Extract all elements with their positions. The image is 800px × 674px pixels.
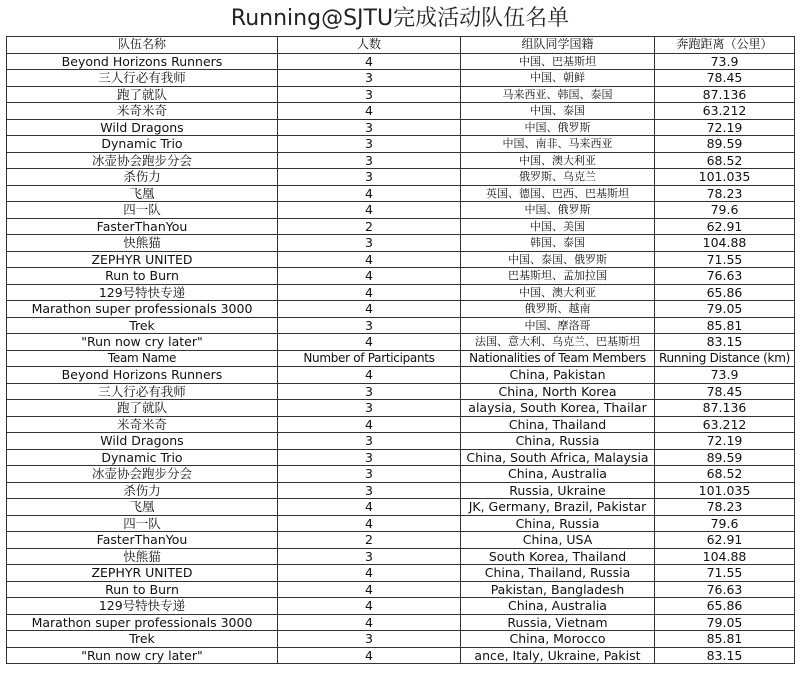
distance-cell: 63.212 bbox=[655, 103, 795, 120]
distance-cell: 101.035 bbox=[655, 169, 795, 186]
table-row bbox=[7, 515, 795, 532]
distance-cell: 68.52 bbox=[655, 466, 795, 483]
participants-cell: 4 bbox=[278, 268, 461, 285]
distance-cell: 78.23 bbox=[655, 499, 795, 516]
team-name-cell: ZEPHYR UNITED bbox=[7, 251, 278, 268]
participants-cell: 4 bbox=[278, 581, 461, 598]
distance-cell: 79.05 bbox=[655, 301, 795, 318]
column-header: Team Name bbox=[7, 350, 278, 367]
table-row bbox=[7, 152, 795, 169]
team-name-cell: 快熊猫 bbox=[7, 548, 278, 565]
participants-cell: 4 bbox=[278, 565, 461, 582]
table-row bbox=[7, 334, 795, 351]
english-header-row bbox=[7, 350, 795, 367]
distance-cell: 68.52 bbox=[655, 152, 795, 169]
participants-cell: 3 bbox=[278, 400, 461, 417]
distance-cell: 79.05 bbox=[655, 614, 795, 631]
participants-cell: 2 bbox=[278, 218, 461, 235]
participants-cell: 3 bbox=[278, 317, 461, 334]
table-row bbox=[7, 565, 795, 582]
team-name-cell: 四一队 bbox=[7, 202, 278, 219]
nationalities-cell: 中国、俄罗斯 bbox=[461, 119, 655, 136]
participants-cell: 4 bbox=[278, 103, 461, 120]
participants-cell: 3 bbox=[278, 449, 461, 466]
team-name-cell: Wild Dragons bbox=[7, 433, 278, 450]
table-row bbox=[7, 185, 795, 202]
participants-cell: 3 bbox=[278, 235, 461, 252]
distance-cell: 104.88 bbox=[655, 235, 795, 252]
distance-cell: 101.035 bbox=[655, 482, 795, 499]
distance-cell: 63.212 bbox=[655, 416, 795, 433]
nationalities-cell: China, South Africa, Malaysia bbox=[461, 449, 655, 466]
nationalities-cell: 英国、德国、巴西、巴基斯坦 bbox=[461, 185, 655, 202]
participants-cell: 3 bbox=[278, 383, 461, 400]
distance-cell: 72.19 bbox=[655, 433, 795, 450]
distance-cell: 71.55 bbox=[655, 251, 795, 268]
nationalities-cell: 中国、南非、马来西亚 bbox=[461, 136, 655, 153]
team-name-cell: "Run now cry later" bbox=[7, 334, 278, 351]
distance-cell: 85.81 bbox=[655, 317, 795, 334]
team-name-cell: 三人行必有我师 bbox=[7, 383, 278, 400]
participants-cell: 3 bbox=[278, 631, 461, 648]
participants-cell: 4 bbox=[278, 251, 461, 268]
participants-cell: 4 bbox=[278, 185, 461, 202]
document-title: Running@SJTU完成活动队伍名单 bbox=[230, 6, 570, 31]
nationalities-cell: China, USA bbox=[461, 532, 655, 549]
distance-cell: 83.15 bbox=[655, 647, 795, 664]
participants-cell: 3 bbox=[278, 152, 461, 169]
distance-cell: 65.86 bbox=[655, 598, 795, 615]
team-name-cell: FasterThanYou bbox=[7, 532, 278, 549]
participants-cell: 4 bbox=[278, 614, 461, 631]
distance-cell: 78.45 bbox=[655, 383, 795, 400]
participants-cell: 4 bbox=[278, 499, 461, 516]
nationalities-cell: 中国、澳大利亚 bbox=[461, 284, 655, 301]
nationalities-cell: China, Morocco bbox=[461, 631, 655, 648]
participants-cell: 3 bbox=[278, 86, 461, 103]
distance-cell: 72.19 bbox=[655, 119, 795, 136]
nationalities-cell: 中国、俄罗斯 bbox=[461, 202, 655, 219]
nationalities-cell: 俄罗斯、越南 bbox=[461, 301, 655, 318]
participants-cell: 3 bbox=[278, 433, 461, 450]
table-row bbox=[7, 631, 795, 648]
table-row bbox=[7, 268, 795, 285]
nationalities-cell: 中国、泰国、俄罗斯 bbox=[461, 251, 655, 268]
team-roster-table bbox=[6, 36, 795, 664]
column-header: Nationalities of Team Members bbox=[461, 350, 655, 367]
nationalities-cell: 中国、泰国 bbox=[461, 103, 655, 120]
team-name-cell: 杀伤力 bbox=[7, 482, 278, 499]
table-row bbox=[7, 416, 795, 433]
table-row bbox=[7, 317, 795, 334]
team-name-cell: Beyond Horizons Runners bbox=[7, 367, 278, 384]
distance-cell: 65.86 bbox=[655, 284, 795, 301]
table-row bbox=[7, 367, 795, 384]
team-name-cell: 三人行必有我师 bbox=[7, 70, 278, 87]
distance-cell: 78.23 bbox=[655, 185, 795, 202]
nationalities-cell: 俄罗斯、乌克兰 bbox=[461, 169, 655, 186]
distance-cell: 78.45 bbox=[655, 70, 795, 87]
table-row bbox=[7, 614, 795, 631]
table-row bbox=[7, 86, 795, 103]
distance-cell: 62.91 bbox=[655, 218, 795, 235]
nationalities-cell: China, Thailand bbox=[461, 416, 655, 433]
table-row bbox=[7, 119, 795, 136]
team-name-cell: 米奇米奇 bbox=[7, 416, 278, 433]
participants-cell: 4 bbox=[278, 53, 461, 70]
team-name-cell: "Run now cry later" bbox=[7, 647, 278, 664]
table-row bbox=[7, 449, 795, 466]
nationalities-cell: 中国、澳大利亚 bbox=[461, 152, 655, 169]
table-row bbox=[7, 70, 795, 87]
table-row bbox=[7, 581, 795, 598]
team-name-cell: 冰壶协会跑步分会 bbox=[7, 152, 278, 169]
participants-cell: 2 bbox=[278, 532, 461, 549]
team-name-cell: Run to Burn bbox=[7, 268, 278, 285]
column-header: Running Distance (km) bbox=[655, 350, 795, 367]
distance-cell: 89.59 bbox=[655, 449, 795, 466]
participants-cell: 4 bbox=[278, 647, 461, 664]
nationalities-cell: Russia, Vietnam bbox=[461, 614, 655, 631]
distance-cell: 89.59 bbox=[655, 136, 795, 153]
participants-cell: 4 bbox=[278, 416, 461, 433]
table-row bbox=[7, 433, 795, 450]
nationalities-cell: China, Russia bbox=[461, 433, 655, 450]
team-name-cell: Marathon super professionals 3000 bbox=[7, 301, 278, 318]
nationalities-cell: JK, Germany, Brazil, Pakistar bbox=[461, 499, 655, 516]
nationalities-cell: China, Australia bbox=[461, 466, 655, 483]
distance-cell: 85.81 bbox=[655, 631, 795, 648]
participants-cell: 3 bbox=[278, 548, 461, 565]
distance-cell: 87.136 bbox=[655, 86, 795, 103]
nationalities-cell: China, Pakistan bbox=[461, 367, 655, 384]
table-row bbox=[7, 301, 795, 318]
team-name-cell: Dynamic Trio bbox=[7, 449, 278, 466]
distance-cell: 71.55 bbox=[655, 565, 795, 582]
table-row bbox=[7, 251, 795, 268]
team-name-cell: Trek bbox=[7, 317, 278, 334]
participants-cell: 4 bbox=[278, 367, 461, 384]
table-row bbox=[7, 598, 795, 615]
team-name-cell: Beyond Horizons Runners bbox=[7, 53, 278, 70]
nationalities-cell: 中国、摩洛哥 bbox=[461, 317, 655, 334]
distance-cell: 62.91 bbox=[655, 532, 795, 549]
nationalities-cell: alaysia, South Korea, Thailar bbox=[461, 400, 655, 417]
distance-cell: 76.63 bbox=[655, 581, 795, 598]
nationalities-cell: 巴基斯坦、孟加拉国 bbox=[461, 268, 655, 285]
participants-cell: 3 bbox=[278, 169, 461, 186]
table-row bbox=[7, 400, 795, 417]
table-row bbox=[7, 284, 795, 301]
participants-cell: 4 bbox=[278, 598, 461, 615]
team-name-cell: ZEPHYR UNITED bbox=[7, 565, 278, 582]
table-row bbox=[7, 169, 795, 186]
column-header: Number of Participants bbox=[278, 350, 461, 367]
team-name-cell: Marathon super professionals 3000 bbox=[7, 614, 278, 631]
participants-cell: 3 bbox=[278, 466, 461, 483]
team-name-cell: 跑了就队 bbox=[7, 86, 278, 103]
distance-cell: 104.88 bbox=[655, 548, 795, 565]
distance-cell: 87.136 bbox=[655, 400, 795, 417]
participants-cell: 3 bbox=[278, 136, 461, 153]
table-row bbox=[7, 103, 795, 120]
team-name-cell: 杀伤力 bbox=[7, 169, 278, 186]
nationalities-cell: 中国、朝鲜 bbox=[461, 70, 655, 87]
column-header: 队伍名称 bbox=[7, 37, 278, 54]
column-header: 奔跑距离（公里） bbox=[655, 37, 795, 54]
table-row bbox=[7, 202, 795, 219]
team-name-cell: 冰壶协会跑步分会 bbox=[7, 466, 278, 483]
team-name-cell: 飞凰 bbox=[7, 185, 278, 202]
nationalities-cell: Russia, Ukraine bbox=[461, 482, 655, 499]
nationalities-cell: 马来西亚、韩国、泰国 bbox=[461, 86, 655, 103]
team-name-cell: 129号特快专递 bbox=[7, 598, 278, 615]
team-name-cell: FasterThanYou bbox=[7, 218, 278, 235]
nationalities-cell: Pakistan, Bangladesh bbox=[461, 581, 655, 598]
chinese-header-row bbox=[7, 37, 795, 54]
nationalities-cell: ance, Italy, Ukraine, Pakist bbox=[461, 647, 655, 664]
team-name-cell: Dynamic Trio bbox=[7, 136, 278, 153]
column-header: 组队同学国籍 bbox=[461, 37, 655, 54]
table-row bbox=[7, 466, 795, 483]
nationalities-cell: China, Russia bbox=[461, 515, 655, 532]
table-row bbox=[7, 482, 795, 499]
table-row bbox=[7, 53, 795, 70]
table-row bbox=[7, 383, 795, 400]
table-row bbox=[7, 136, 795, 153]
participants-cell: 4 bbox=[278, 515, 461, 532]
team-name-cell: Wild Dragons bbox=[7, 119, 278, 136]
nationalities-cell: 中国、巴基斯坦 bbox=[461, 53, 655, 70]
table-row bbox=[7, 235, 795, 252]
table-row bbox=[7, 548, 795, 565]
nationalities-cell: South Korea, Thailand bbox=[461, 548, 655, 565]
distance-cell: 79.6 bbox=[655, 202, 795, 219]
table-row bbox=[7, 499, 795, 516]
distance-cell: 73.9 bbox=[655, 367, 795, 384]
nationalities-cell: 韩国、泰国 bbox=[461, 235, 655, 252]
team-name-cell: 四一队 bbox=[7, 515, 278, 532]
roster-body bbox=[7, 37, 795, 664]
distance-cell: 73.9 bbox=[655, 53, 795, 70]
nationalities-cell: 法国、意大利、乌克兰、巴基斯坦 bbox=[461, 334, 655, 351]
team-name-cell: 129号特快专递 bbox=[7, 284, 278, 301]
table-row bbox=[7, 532, 795, 549]
distance-cell: 79.6 bbox=[655, 515, 795, 532]
participants-cell: 3 bbox=[278, 119, 461, 136]
team-name-cell: Trek bbox=[7, 631, 278, 648]
team-name-cell: 快熊猫 bbox=[7, 235, 278, 252]
participants-cell: 3 bbox=[278, 482, 461, 499]
team-name-cell: Run to Burn bbox=[7, 581, 278, 598]
nationalities-cell: China, Thailand, Russia bbox=[461, 565, 655, 582]
team-name-cell: 米奇米奇 bbox=[7, 103, 278, 120]
participants-cell: 4 bbox=[278, 202, 461, 219]
nationalities-cell: 中国、美国 bbox=[461, 218, 655, 235]
table-row bbox=[7, 647, 795, 664]
distance-cell: 76.63 bbox=[655, 268, 795, 285]
distance-cell: 83.15 bbox=[655, 334, 795, 351]
participants-cell: 4 bbox=[278, 284, 461, 301]
participants-cell: 4 bbox=[278, 301, 461, 318]
team-name-cell: 跑了就队 bbox=[7, 400, 278, 417]
participants-cell: 3 bbox=[278, 70, 461, 87]
participants-cell: 4 bbox=[278, 334, 461, 351]
table-row bbox=[7, 218, 795, 235]
column-header: 人数 bbox=[278, 37, 461, 54]
nationalities-cell: China, North Korea bbox=[461, 383, 655, 400]
nationalities-cell: China, Australia bbox=[461, 598, 655, 615]
team-name-cell: 飞凰 bbox=[7, 499, 278, 516]
